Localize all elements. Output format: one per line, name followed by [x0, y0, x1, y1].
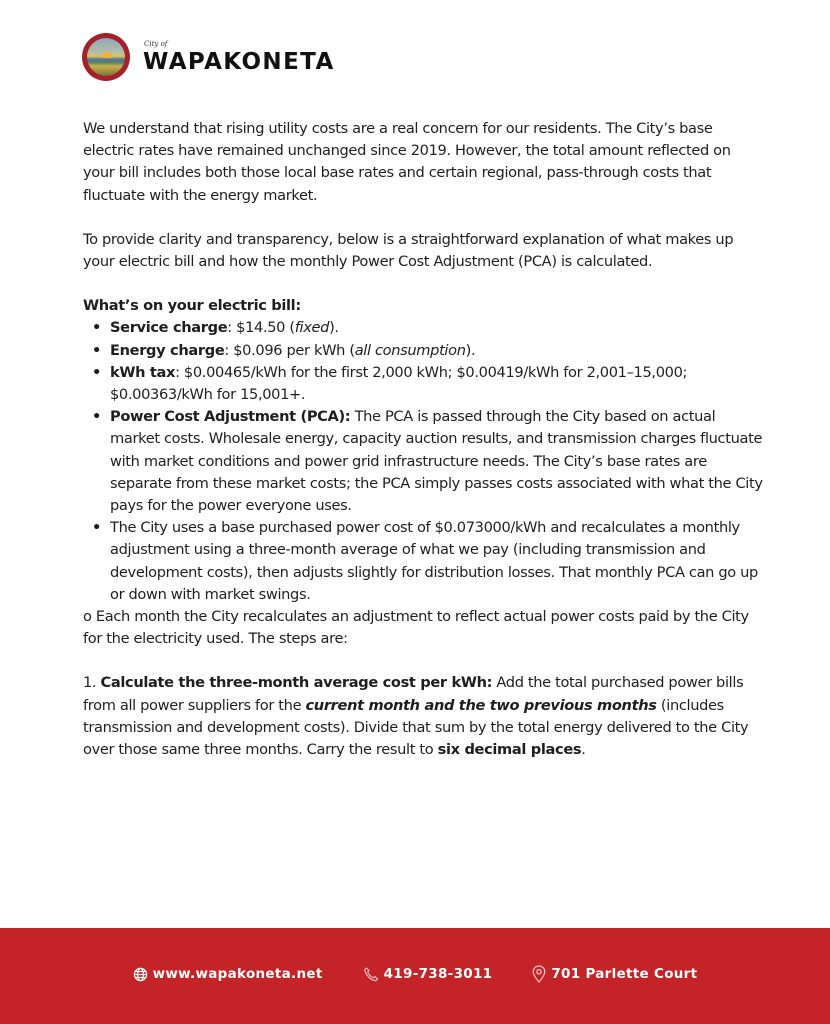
logo-small-text: City of: [144, 39, 168, 48]
logo-name: WAPAKONETA: [143, 48, 335, 75]
footer-bar: [0, 928, 830, 1024]
item-label: Energy charge: [110, 341, 225, 359]
footer-address[interactable]: [532, 965, 697, 983]
intro-paragraph-1: We understand that rising utility costs are a real concern for our residents. The City’s base electric rates have remained unchanged since 2019. However, the total amount reflected on your bill includes both those local base rates and certain regional, pass-through costs that fluctuate with the energy market.: [83, 120, 731, 204]
brand: [143, 40, 335, 75]
footer-phone[interactable]: [363, 966, 493, 983]
item-label: Power Cost Adjustment (PCA):: [110, 408, 351, 426]
phone-number[interactable]: 419-738-3011: [383, 966, 493, 982]
bill-item-service-charge: • Service charge: $14.50 (fixed).: [83, 317, 763, 339]
document-body: [83, 118, 763, 761]
bill-section-heading: What’s on your electric bill:: [83, 297, 301, 315]
bill-item-pca: • Power Cost Adjustment (PCA): The PCA is passed through the City based on actual market costs. Wholesale energy, capacity auction results, and transmission charges fluctuate with market conditions and power grid infrastructure needs. The City’s base rates are separate from these market costs; the PCA simply passes costs associated with what the City pays for the power everyone uses.: [83, 406, 763, 517]
location-pin-icon: [532, 965, 546, 983]
intro-paragraph-2: To provide clarity and transparency, below is a straightforward explanation of what makes up your electric bill and how the monthly Power Cost Adjustment (PCA) is calculated.: [83, 230, 734, 271]
footer-website[interactable]: [133, 966, 323, 982]
step-1: 1. Calculate the three-month average cost per kWh: Add the total purchased power bills from all power suppliers for the current month and the two previous months (includes transmission and development costs). Divide that sum by the total energy delivered to the City over those same three months. Carry the result to six decimal places.: [83, 674, 749, 759]
bill-item-base-cost: • The City uses a base purchased power cost of $0.073000/kWh and recalculates a monthly adjustment using a three-month average of what we pay (including transmission and development costs), then adjusts slightly for distribution losses. That monthly PCA can go up or down with market swings.: [83, 517, 763, 606]
bill-item-kwh-tax: • kWh tax: $0.00465/kWh for the first 2,000 kWh; $0.00419/kWh for 2,001–15,000; $0.00363/kWh for 15,001+.: [83, 362, 763, 406]
page-header: [82, 33, 335, 81]
globe-icon: [133, 967, 148, 982]
city-seal-logo: [82, 33, 130, 81]
item-label: kWh tax: [110, 363, 176, 381]
bill-item-energy-charge: • Energy charge: $0.096 per kWh (all consumption).: [83, 340, 763, 362]
phone-icon: [363, 966, 379, 983]
step-number: 1.: [83, 674, 97, 692]
address-text: 701 Parlette Court: [551, 966, 698, 982]
step-title: Calculate the three-month average cost per kWh:: [100, 674, 493, 692]
bill-items-list: [83, 317, 763, 606]
website-link[interactable]: www.wapakoneta.net: [152, 966, 323, 982]
item-label: Service charge: [110, 319, 228, 337]
sub-note: o Each month the City recalculates an adjustment to reflect actual power costs paid by the City for the electricity used. The steps are:: [83, 608, 749, 648]
